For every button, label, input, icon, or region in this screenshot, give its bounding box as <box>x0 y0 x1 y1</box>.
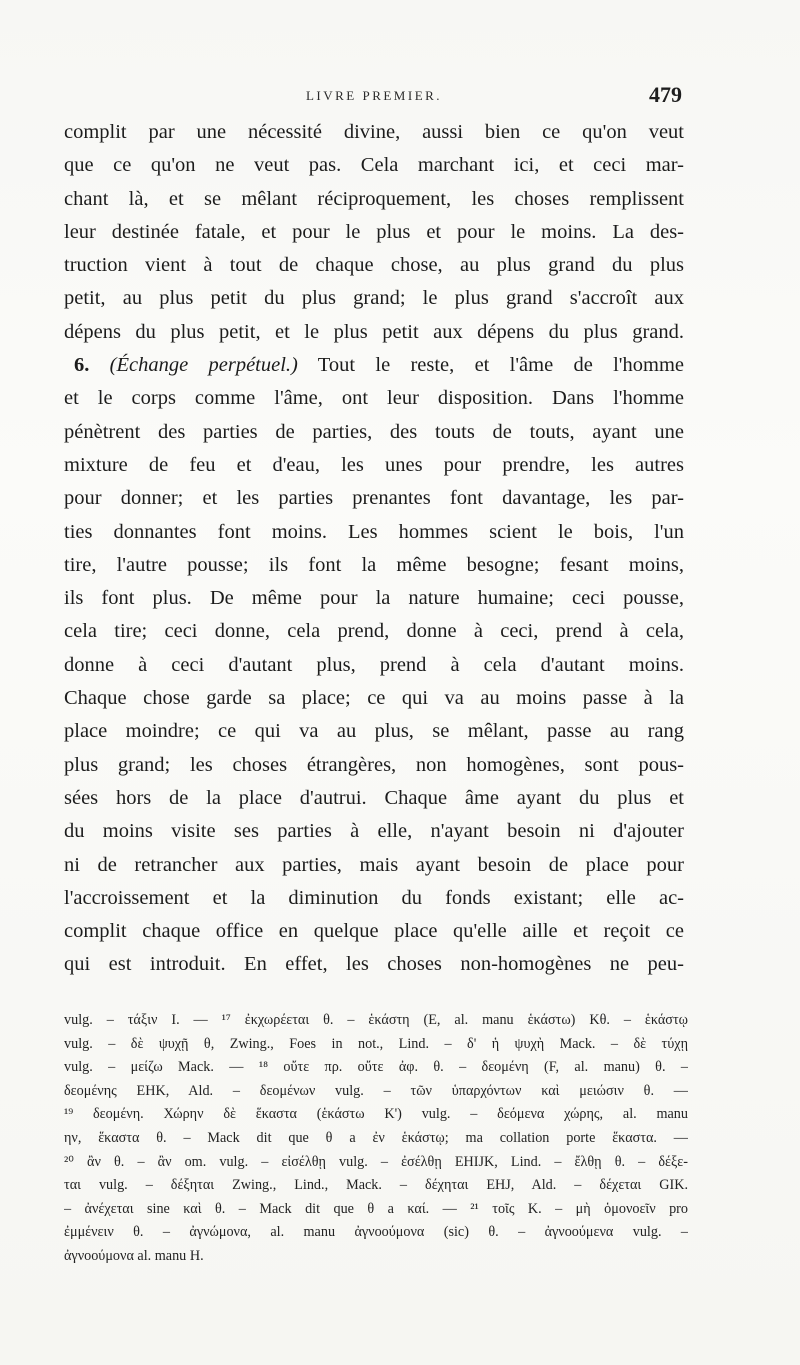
text-line: et le corps comme l'âme, ont leur disposition. Dans l'homme <box>64 387 684 410</box>
text-line: l'accroissement et la diminution du fonds existant; elle ac- <box>64 886 684 909</box>
text-line: Chaque chose garde sa place; ce qui va au moins passe à la <box>64 687 684 710</box>
running-title: LIVRE PREMIER. <box>305 88 443 103</box>
text-line: petit, au plus petit du plus grand; le plus grand s'accroît aux <box>64 287 684 310</box>
text-line: chant là, et se mêlant réciproquement, les choses remplissent <box>64 187 684 210</box>
footnote-line: ἀγνοούμονα al. manu H. <box>64 1247 204 1264</box>
text-line: sées hors de la place d'autrui. Chaque âme ayant du plus et <box>64 786 684 809</box>
text-line: qui est introduit. En effet, les choses non-homogènes ne peu- <box>64 953 684 976</box>
text-line: ni de retrancher aux parties, mais ayant besoin de place pour <box>64 853 684 876</box>
text-line: dépens du plus petit, et le plus petit aux dépens du plus grand. <box>64 320 684 343</box>
text-line: tire, l'autre pousse; ils font la même besogne; fesant moins, <box>64 553 684 576</box>
footnote-line: vulg. – μείζω Mack. — ¹⁸ οὔτε πρ. οὔτε ἀφ. θ. – δεομένη (F, al. manu) θ. – <box>64 1059 688 1076</box>
page-number: 479 <box>649 82 682 107</box>
footnote-line: ην, ἕκαστα θ. – Mack dit que θ a ἐν ἑκάστῳ; ma collation porte ἕκαστα. — <box>64 1129 688 1146</box>
section-number: 6. <box>74 354 90 377</box>
footnote-line: ται vulg. – δέξηται Zwing., Lind., Mack. – δέχηται EHJ, Ald. – δέχεται GIK. <box>64 1177 688 1194</box>
footnote-line: ²⁰ ἂν θ. – ἂν om. vulg. – εἰσέλθῃ vulg. – ἐσέλθῃ EHIJK, Lind. – ἔλθῃ θ. – δέξε- <box>64 1153 688 1170</box>
text-line: complit par une nécessité divine, aussi bien ce qu'on veut <box>64 121 684 143</box>
critical-apparatus-footnotes <box>64 1009 688 1269</box>
text-line: cela tire; ceci donne, cela prend, donne à ceci, prend à cela, <box>64 620 684 643</box>
section-6-heading-line <box>64 349 684 382</box>
text-line: complit chaque office en quelque place qu'elle aille et reçoit ce <box>64 920 684 943</box>
text-line: donne à ceci d'autant plus, prend à cela d'autant moins. <box>64 653 684 676</box>
section-first-line-text: Tout le reste, et l'âme de l'homme <box>317 354 684 377</box>
main-text <box>64 116 684 982</box>
text-line: leur destinée fatale, et pour le plus et pour le moins. La des- <box>64 220 684 243</box>
running-header <box>64 82 684 112</box>
footnote-line: ἐμμένειν θ. – ἀγνώμονα, al. manu ἀγνοούμονα (sic) θ. – ἀγνοούμενα vulg. – <box>64 1224 688 1241</box>
text-line: place moindre; ce qui va au plus, se mêlant, passe au rang <box>64 720 684 743</box>
text-line: truction vient à tout de chaque chose, au plus grand du plus <box>64 254 684 277</box>
text-line: ties donnantes font moins. Les hommes scient le bois, l'un <box>64 520 684 543</box>
text-line: que ce qu'on ne veut pas. Cela marchant ici, et ceci mar- <box>64 154 684 177</box>
text-line: ils font plus. De même pour la nature humaine; ceci pousse, <box>64 587 684 610</box>
section-title: (Échange perpétuel.) <box>109 354 298 377</box>
text-line: pour donner; et les parties prenantes font davantage, les par- <box>64 487 684 510</box>
footnote-line: ¹⁹ δεομένη. Χώρην δὲ ἕκαστα (ἑκάστω K') vulg. – δεόμενα χώρης, al. manu <box>64 1106 688 1123</box>
text-line: du moins visite ses parties à elle, n'ayant besoin ni d'ajouter <box>64 820 684 843</box>
text-line: plus grand; les choses étrangères, non homogènes, sont pous- <box>64 753 684 776</box>
footnote-line: vulg. – δὲ ψυχῇ θ, Zwing., Foes in not., Lind. – δ' ἡ ψυχὴ Mack. – δὲ τύχῃ <box>64 1035 688 1052</box>
text-line: pénètrent des parties de parties, des touts de touts, ayant une <box>64 420 684 443</box>
footnote-line: δεομένης EHK, Ald. – δεομένων vulg. – τῶν ὑπαρχόντων καὶ μειώσιν θ. — <box>64 1082 688 1099</box>
footnote-line: – ἀνέχεται sine καὶ θ. – Mack dit que θ a καί. — ²¹ τοῖς K. – μὴ ὁμονοεῖν pro <box>64 1200 688 1217</box>
footnote-line: vulg. – τάξιν I. — ¹⁷ ἐκχωρέεται θ. – ἑκάστη (E, al. manu ἑκάστω) Kθ. – ἑκάστῳ <box>64 1012 688 1028</box>
text-line: mixture de feu et d'eau, les unes pour prendre, les autres <box>64 453 684 476</box>
